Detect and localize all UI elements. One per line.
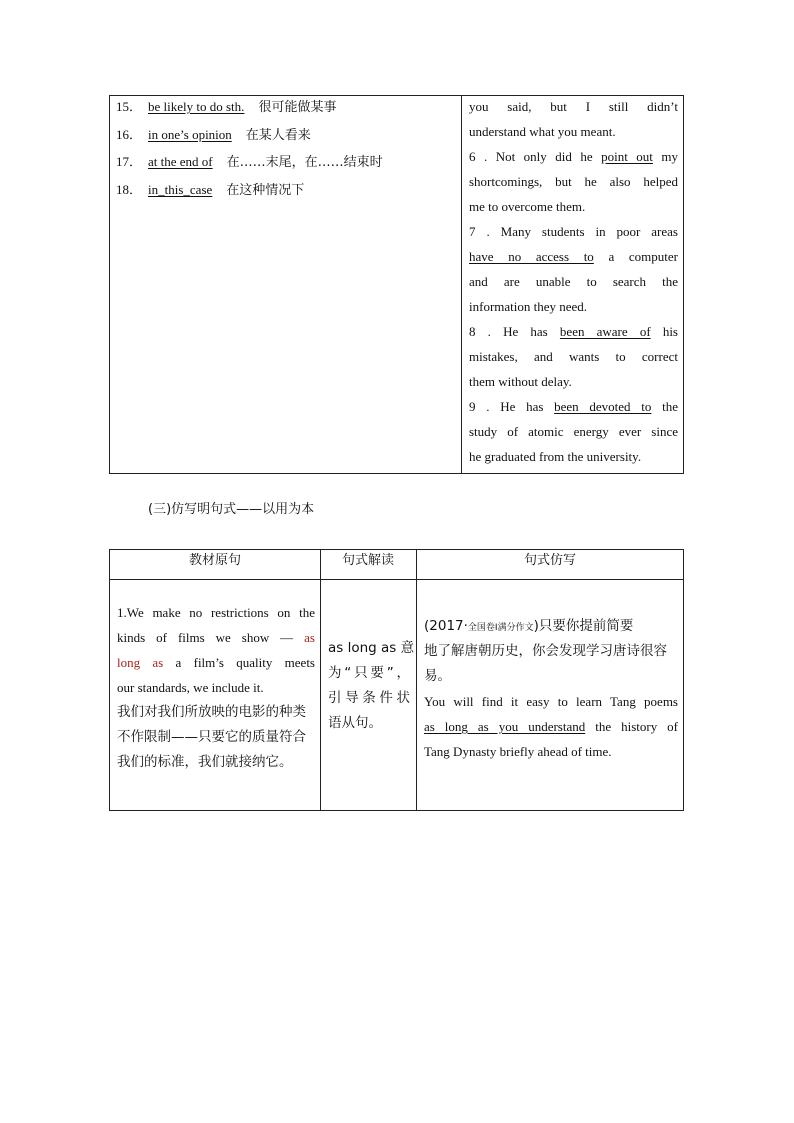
sentence-8-text: 8 . He has bbox=[469, 324, 560, 339]
sentence-6-text-post: my bbox=[652, 149, 678, 164]
column-divider bbox=[416, 550, 417, 810]
sentence-5-line-1: you said, but I still didn’t bbox=[469, 99, 678, 114]
header-original: 教材原句 bbox=[188, 553, 241, 568]
imitation-cell bbox=[424, 616, 678, 766]
imitation-zh-text: )只要你提前简要 bbox=[533, 618, 634, 634]
sentence-8-line-1 bbox=[469, 321, 678, 346]
phrase-english: in_this_case bbox=[148, 181, 213, 197]
sentence-8-text-post: his bbox=[650, 324, 678, 339]
sentence-9-text: 9 . He has bbox=[469, 399, 555, 414]
sentence-6-line-3: me to overcome them. bbox=[469, 199, 586, 214]
phrase-english: be likely to do sth. bbox=[148, 99, 245, 114]
phrase-item bbox=[116, 179, 456, 207]
phrase-chinese: 在……末尾，在……结束时 bbox=[226, 155, 383, 170]
imitation-en-line-2 bbox=[424, 716, 678, 741]
phrase-english: in one’s opinion bbox=[148, 126, 232, 142]
phrase-number: 15． bbox=[116, 99, 143, 114]
original-line-2 bbox=[117, 627, 315, 652]
phrase-item bbox=[116, 151, 456, 179]
sentence-8-answer: been aware of bbox=[559, 324, 651, 339]
section-heading: (三)仿写明句式——以用为本 bbox=[148, 502, 315, 517]
phrases-sentences-table bbox=[109, 95, 684, 474]
interpretation-line-3: 引导条件状 bbox=[328, 690, 410, 706]
sentence-9-line-1 bbox=[469, 396, 678, 421]
source-label: 全国卷Ⅰ满分作文 bbox=[467, 623, 534, 633]
original-translation-3: 我们的标准，我们就接纳它。 bbox=[117, 754, 293, 770]
interpretation-line-2: 为“只要”， bbox=[328, 665, 410, 681]
sentence-6-line-2: shortcomings, but he also helped bbox=[469, 174, 678, 189]
sentence-7-line-3: and are unable to search the bbox=[469, 274, 678, 289]
sentence-pattern-table bbox=[109, 549, 684, 811]
header-imitation: 句式仿写 bbox=[523, 553, 576, 568]
imitation-en-text: the history of bbox=[585, 719, 678, 734]
interpretation-line-4: 语从句。 bbox=[328, 715, 382, 731]
keyword-highlight: as bbox=[304, 630, 315, 645]
phrase-chinese: 很可能做某事 bbox=[258, 100, 337, 115]
original-line-3 bbox=[117, 652, 315, 677]
original-line-1: 1.We make no restrictions on the bbox=[117, 605, 315, 620]
column-divider bbox=[461, 96, 462, 473]
column-divider bbox=[320, 550, 321, 810]
sentence-7-line-4: information they need. bbox=[469, 299, 588, 314]
original-translation-2: 不作限制——只要它的质量符合 bbox=[117, 729, 306, 745]
phrase-chinese: 在这种情况下 bbox=[226, 182, 305, 198]
sentence-7-text-post: a computer bbox=[593, 249, 678, 264]
imitation-answer: as long as you understand bbox=[424, 719, 586, 734]
phrase-item bbox=[116, 96, 456, 124]
sentence-5-line-2: understand what you meant. bbox=[469, 124, 616, 139]
sentence-9-text-post: the bbox=[651, 399, 678, 414]
imitation-en-line-1: You will find it easy to learn Tang poems bbox=[424, 694, 678, 709]
sentence-9-line-2: study of atomic energy ever since bbox=[469, 424, 678, 439]
imitation-en-line-3: Tang Dynasty briefly ahead of time. bbox=[424, 744, 612, 759]
sentence-8-line-3: them without delay. bbox=[469, 374, 572, 389]
original-text: a film’s quality meets bbox=[163, 655, 315, 670]
sentence-list bbox=[469, 96, 678, 471]
imitation-zh-line-1 bbox=[424, 616, 678, 641]
phrase-item bbox=[116, 124, 456, 152]
sentence-8-line-2: mistakes, and wants to correct bbox=[469, 349, 678, 364]
phrase-english: at the end of bbox=[148, 154, 213, 169]
header-interpretation: 句式解读 bbox=[341, 553, 394, 568]
sentence-6-answer: point out bbox=[601, 149, 653, 164]
sentence-7-line-2 bbox=[469, 246, 678, 271]
sentence-7-line-1: 7 . Many students in poor areas bbox=[469, 224, 678, 239]
phrase-number: 16． bbox=[116, 126, 143, 142]
original-line-4: our standards, we include it. bbox=[117, 680, 264, 695]
phrase-chinese: 在某人看来 bbox=[245, 127, 311, 143]
sentence-9-line-3: he graduated from the university. bbox=[469, 449, 642, 464]
imitation-zh-line-2: 地了解唐朝历史，你会发现学习唐诗很容 bbox=[424, 643, 667, 659]
sentence-6-line-1 bbox=[469, 146, 678, 171]
original-translation-1: 我们对我们所放映的电影的种类 bbox=[117, 704, 306, 720]
sentence-7-answer: have no access to bbox=[469, 249, 594, 264]
sentence-9-answer: been devoted to bbox=[554, 399, 652, 414]
source-year: (2017· bbox=[424, 618, 468, 634]
original-sentence-cell bbox=[117, 602, 315, 777]
phrase-number: 18． bbox=[116, 181, 143, 197]
imitation-zh-line-3: 易。 bbox=[424, 668, 451, 684]
sentence-6-text: 6 . Not only did he bbox=[469, 149, 602, 164]
original-text: kinds of films we show — bbox=[117, 630, 294, 645]
interpretation-cell bbox=[328, 638, 415, 738]
phrase-number: 17． bbox=[116, 154, 143, 169]
phrase-list bbox=[116, 96, 456, 206]
keyword-highlight: long as bbox=[117, 655, 164, 670]
interpretation-line-1: as long as 意 bbox=[328, 640, 415, 656]
